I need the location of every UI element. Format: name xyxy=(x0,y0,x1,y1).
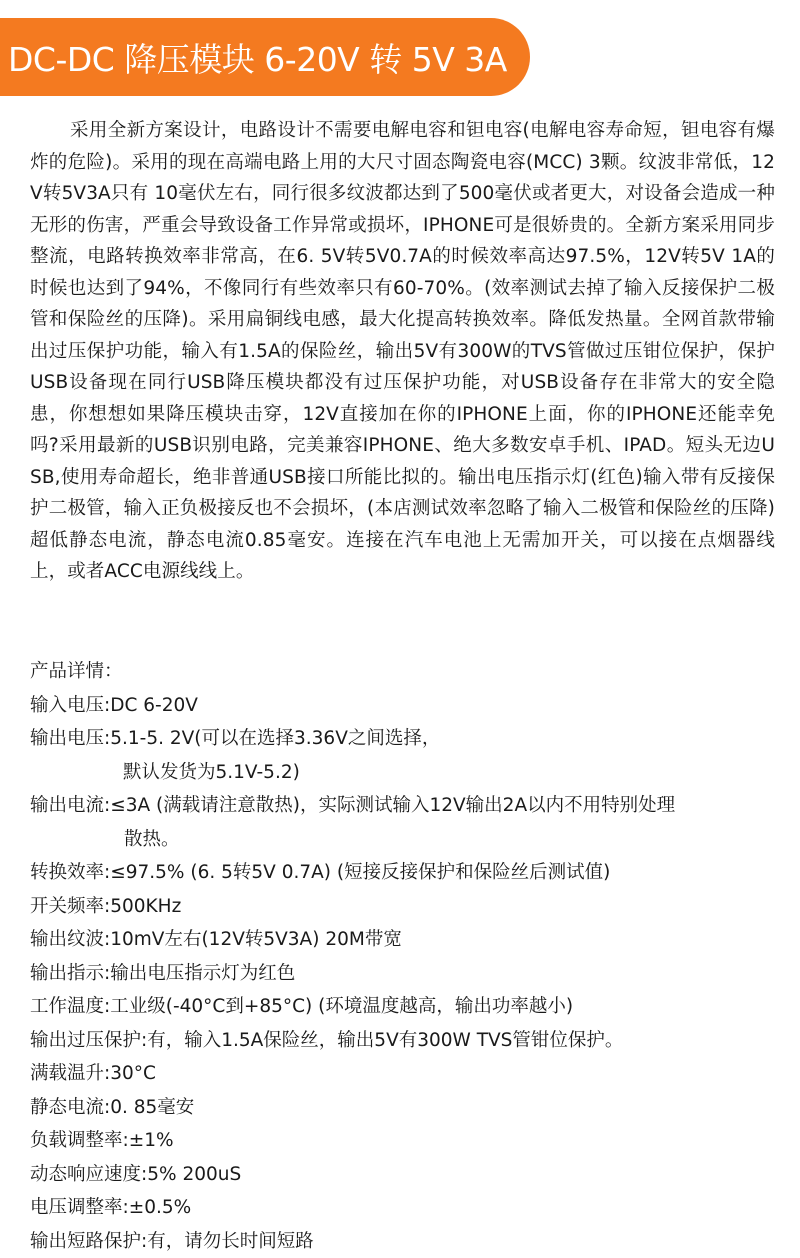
spec-label: 工作温度: xyxy=(30,990,110,1024)
spec-label: 输出电流: xyxy=(30,789,110,823)
spec-label: 动态响应速度: xyxy=(30,1158,147,1192)
spec-label: 输出指示: xyxy=(30,957,110,991)
spec-label: 负载调整率: xyxy=(30,1124,129,1158)
spec-short-circuit-protection xyxy=(30,1225,780,1258)
spec-label: 输出过压保护: xyxy=(30,1024,147,1058)
spec-continuation: 默认发货为5.1V-5.2) xyxy=(30,756,780,790)
spec-value: 输出电压指示灯为红色 xyxy=(110,957,295,991)
spec-value: ±0.5% xyxy=(129,1191,192,1225)
spec-output-voltage xyxy=(30,722,780,756)
title-banner xyxy=(0,18,530,96)
spec-value: 有，请勿长时间短路 xyxy=(147,1225,314,1258)
spec-overvoltage-protection xyxy=(30,1024,780,1058)
spec-value: 30°C xyxy=(110,1057,156,1091)
spec-value: 5.1-5. 2V(可以在选择3.36V之间选择， xyxy=(110,722,440,756)
spec-switch-frequency xyxy=(30,890,780,924)
spec-value: 工业级(-40°C到+85°C) (环境温度越高，输出功率越小) xyxy=(110,990,573,1024)
spec-label: 满载温升: xyxy=(30,1057,110,1091)
spec-efficiency xyxy=(30,856,780,890)
spec-label: 输出电压: xyxy=(30,722,110,756)
spec-full-load-temp-rise xyxy=(30,1057,780,1091)
spec-label: 静态电流: xyxy=(30,1091,110,1125)
spec-label: 输入电压: xyxy=(30,689,110,723)
spec-dynamic-response xyxy=(30,1158,780,1192)
spec-value: DC 6-20V xyxy=(110,689,198,723)
spec-value: ≤3A (满载请注意散热)，实际测试输入12V输出2A以内不用特别处理 xyxy=(110,789,675,823)
spec-label: 输出短路保护: xyxy=(30,1225,147,1258)
spec-value: 10mV左右(12V转5V3A) 20M带宽 xyxy=(110,923,402,957)
spec-operating-temperature xyxy=(30,990,780,1024)
spec-output-indicator xyxy=(30,957,780,991)
product-details xyxy=(30,655,780,1258)
spec-value: 0. 85毫安 xyxy=(110,1091,194,1125)
spec-label: 开关频率: xyxy=(30,890,110,924)
spec-output-current xyxy=(30,789,780,823)
spec-label: 输出纹波: xyxy=(30,923,110,957)
spec-continuation: 散热。 xyxy=(30,823,780,857)
intro-paragraph: 采用全新方案设计，电路设计不需要电解电容和钽电容(电解电容寿命短，钽电容有爆炸的危险)。采用的现在高端电路上用的大尺寸固态陶瓷电容(MCC) 3颗。纹波非常低，12V转5V3A只有 10毫伏左右，同行很多纹波都达到了500毫伏或者更大，对设备会造成一种无形的伤害，严重会导致设备工作异常或损坏，IPHONE可是很娇贵的。全新方案采用同步整流，电路转换效率非常高，在6. 5V转5V0.7A的时候效率高达97.5%，12V转5V 1A的时候也达到了94%，不像同行有些效率只有60-70%。(效率测试去掉了输入反接保护二极管和保险丝的压降)。采用扁铜线电感，最大化提高转换效率。降低发热量。全网首款带输出过压保护功能，输入有1.5A的保险丝，输出5V有300W的TVS管做过压钳位保护，保护USB设备现在同行USB降压模块都没有过压保护功能，对USB设备存在非常大的安全隐患，你想想如果降压模块击穿，12V直接加在你的IPHONE上面，你的IPHONE还能幸免吗?采用最新的USB识别电路，完美兼容IPHONE、绝大多数安卓手机、IPAD。短头无边USB,使用寿命超长，绝非普通USB接口所能比拟的。输出电压指示灯(红色)输入带有反接保护二极管，输入正负极接反也不会损坏，(本店测试效率忽略了输入二极管和保险丝的压降)超低静态电流，静态电流0.85毫安。连接在汽车电池上无需加开关，可以接在点烟器线上，或者ACC电源线线上。 xyxy=(30,115,775,588)
page-title: DC-DC 降压模块 6-20V 转 5V 3A xyxy=(0,34,507,81)
spec-value: 5% 200uS xyxy=(147,1158,241,1192)
spec-value: ≤97.5% (6. 5转5V 0.7A) (短接反接保护和保险丝后测试值) xyxy=(110,856,610,890)
spec-value: ±1% xyxy=(129,1124,174,1158)
spec-input-voltage xyxy=(30,689,780,723)
details-heading: 产品详情： xyxy=(30,655,780,689)
spec-output-ripple xyxy=(30,923,780,957)
spec-value: 有，输入1.5A保险丝，输出5V有300W TVS管钳位保护。 xyxy=(147,1024,623,1058)
spec-voltage-regulation xyxy=(30,1191,780,1225)
spec-value: 500KHz xyxy=(110,890,181,924)
spec-label: 转换效率: xyxy=(30,856,110,890)
spec-label: 电压调整率: xyxy=(30,1191,129,1225)
spec-quiescent-current xyxy=(30,1091,780,1125)
spec-load-regulation xyxy=(30,1124,780,1158)
